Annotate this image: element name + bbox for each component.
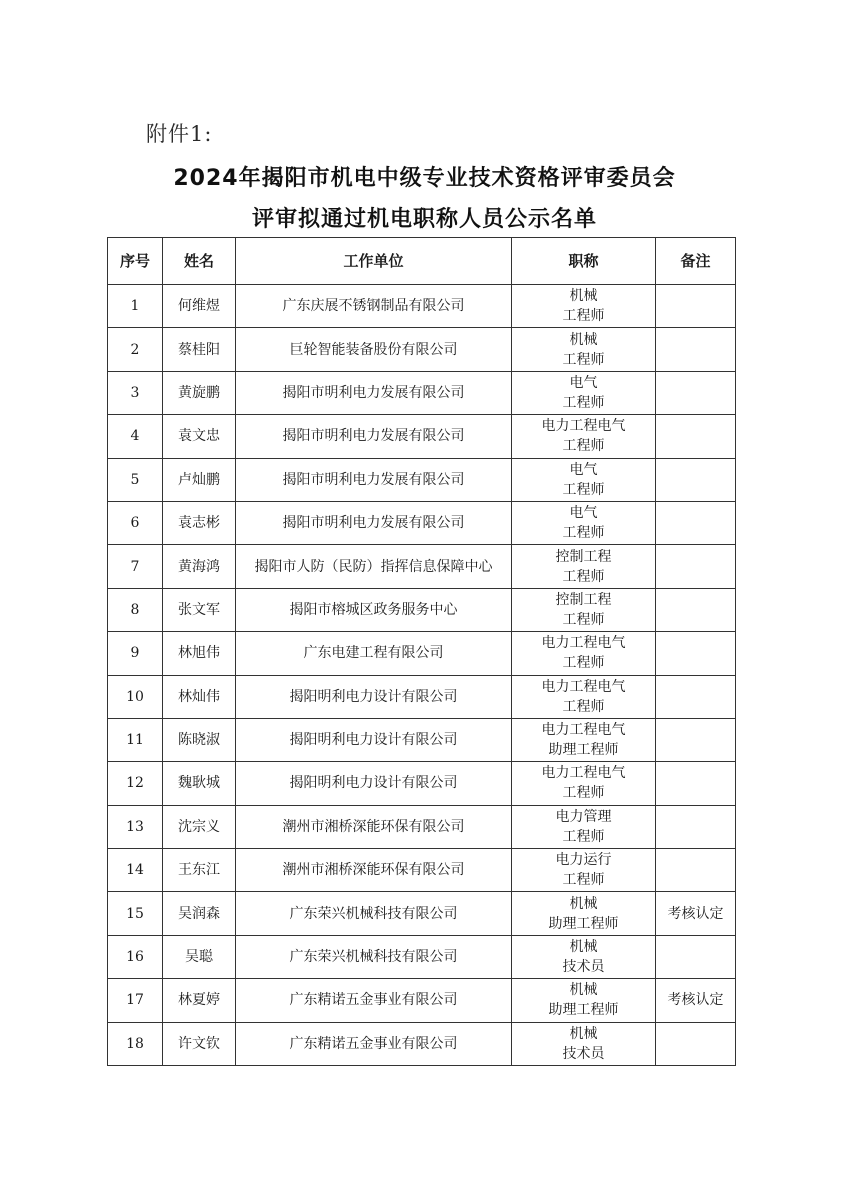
cell-title xyxy=(512,328,656,371)
cell-note xyxy=(656,328,736,371)
title-level: 工程师 xyxy=(562,308,605,325)
header-unit: 工作单位 xyxy=(236,238,512,285)
cell-note: 考核认定 xyxy=(656,979,736,1022)
cell-unit: 广东庆展不锈钢制品有限公司 xyxy=(236,285,512,328)
cell-name: 袁志彬 xyxy=(163,501,236,544)
cell-note xyxy=(656,458,736,501)
title-category: 机械 xyxy=(569,939,598,956)
attachment-label: 附件1: xyxy=(146,122,213,146)
cell-unit: 揭阳明利电力设计有限公司 xyxy=(236,675,512,718)
cell-seq: 18 xyxy=(108,1022,163,1065)
title-level: 工程师 xyxy=(562,438,605,455)
title-category: 控制工程 xyxy=(555,548,612,565)
cell-note xyxy=(656,675,736,718)
cell-title xyxy=(512,762,656,805)
title-category: 电力运行 xyxy=(555,852,612,869)
cell-seq: 11 xyxy=(108,718,163,761)
cell-name: 袁文忠 xyxy=(163,415,236,458)
title-level: 工程师 xyxy=(562,568,605,585)
header-name: 姓名 xyxy=(163,238,236,285)
cell-name: 张文军 xyxy=(163,588,236,631)
title-category: 机械 xyxy=(569,331,598,348)
cell-unit: 揭阳市明利电力发展有限公司 xyxy=(236,458,512,501)
table-row xyxy=(108,501,736,544)
cell-seq: 7 xyxy=(108,545,163,588)
cell-title xyxy=(512,1022,656,1065)
cell-seq: 5 xyxy=(108,458,163,501)
cell-note xyxy=(656,1022,736,1065)
title-category: 机械 xyxy=(569,895,598,912)
cell-seq: 14 xyxy=(108,849,163,892)
cell-name: 蔡桂阳 xyxy=(163,328,236,371)
cell-title xyxy=(512,285,656,328)
title-category: 机械 xyxy=(569,982,598,999)
cell-title xyxy=(512,588,656,631)
cell-name: 黄旋鹏 xyxy=(163,371,236,414)
cell-title xyxy=(512,849,656,892)
header-title: 职称 xyxy=(512,238,656,285)
cell-seq: 8 xyxy=(108,588,163,631)
title-level: 技术员 xyxy=(562,1045,605,1062)
cell-note xyxy=(656,718,736,761)
cell-title xyxy=(512,675,656,718)
cell-seq: 9 xyxy=(108,632,163,675)
cell-seq: 16 xyxy=(108,935,163,978)
cell-unit: 揭阳市榕城区政务服务中心 xyxy=(236,588,512,631)
table-row xyxy=(108,849,736,892)
cell-unit: 揭阳明利电力设计有限公司 xyxy=(236,718,512,761)
cell-title xyxy=(512,371,656,414)
table-row xyxy=(108,1022,736,1065)
title-level: 工程师 xyxy=(562,828,605,845)
cell-title xyxy=(512,979,656,1022)
table-header-row xyxy=(108,238,736,285)
cell-title xyxy=(512,458,656,501)
cell-name: 沈宗义 xyxy=(163,805,236,848)
cell-name: 王东江 xyxy=(163,849,236,892)
table-row xyxy=(108,935,736,978)
title-level: 工程师 xyxy=(562,481,605,498)
cell-seq: 10 xyxy=(108,675,163,718)
cell-name: 林夏婷 xyxy=(163,979,236,1022)
cell-note xyxy=(656,805,736,848)
cell-seq: 13 xyxy=(108,805,163,848)
title-level: 助理工程师 xyxy=(548,742,619,759)
cell-seq: 15 xyxy=(108,892,163,935)
table-row xyxy=(108,675,736,718)
cell-title xyxy=(512,892,656,935)
cell-unit: 潮州市湘桥深能环保有限公司 xyxy=(236,849,512,892)
cell-title xyxy=(512,415,656,458)
cell-unit: 巨轮智能装备股份有限公司 xyxy=(236,328,512,371)
cell-name: 吴聪 xyxy=(163,935,236,978)
table-row xyxy=(108,285,736,328)
cell-name: 魏耿城 xyxy=(163,762,236,805)
table-row xyxy=(108,588,736,631)
cell-note xyxy=(656,935,736,978)
table-row xyxy=(108,458,736,501)
cell-unit: 广东精诺五金事业有限公司 xyxy=(236,1022,512,1065)
cell-unit: 揭阳市明利电力发展有限公司 xyxy=(236,501,512,544)
title-level: 工程师 xyxy=(562,394,605,411)
table-row xyxy=(108,415,736,458)
cell-title xyxy=(512,935,656,978)
title-level: 技术员 xyxy=(562,959,605,976)
title-level: 助理工程师 xyxy=(548,1002,619,1019)
cell-unit: 广东精诺五金事业有限公司 xyxy=(236,979,512,1022)
cell-seq: 6 xyxy=(108,501,163,544)
cell-seq: 2 xyxy=(108,328,163,371)
cell-seq: 17 xyxy=(108,979,163,1022)
title-level: 工程师 xyxy=(562,351,605,368)
table-row xyxy=(108,545,736,588)
cell-title xyxy=(512,805,656,848)
cell-note xyxy=(656,762,736,805)
title-category: 机械 xyxy=(569,1025,598,1042)
header-seq: 序号 xyxy=(108,238,163,285)
table-row xyxy=(108,979,736,1022)
cell-name: 何维煜 xyxy=(163,285,236,328)
personnel-table xyxy=(107,237,736,1066)
cell-note xyxy=(656,545,736,588)
title-category: 控制工程 xyxy=(555,591,612,608)
cell-seq: 3 xyxy=(108,371,163,414)
cell-note xyxy=(656,371,736,414)
cell-note xyxy=(656,632,736,675)
title-category: 电力工程电气 xyxy=(541,418,626,435)
cell-note: 考核认定 xyxy=(656,892,736,935)
cell-title xyxy=(512,718,656,761)
title-category: 电气 xyxy=(569,461,598,478)
table-row xyxy=(108,328,736,371)
cell-seq: 1 xyxy=(108,285,163,328)
cell-seq: 12 xyxy=(108,762,163,805)
cell-unit: 揭阳明利电力设计有限公司 xyxy=(236,762,512,805)
title-category: 电力管理 xyxy=(555,808,612,825)
cell-unit: 广东电建工程有限公司 xyxy=(236,632,512,675)
title-level: 工程师 xyxy=(562,611,605,628)
cell-title xyxy=(512,545,656,588)
cell-seq: 4 xyxy=(108,415,163,458)
cell-note xyxy=(656,588,736,631)
title-level: 工程师 xyxy=(562,525,605,542)
title-level: 工程师 xyxy=(562,655,605,672)
cell-name: 吴润森 xyxy=(163,892,236,935)
cell-unit: 广东荣兴机械科技有限公司 xyxy=(236,935,512,978)
cell-unit: 揭阳市人防（民防）指挥信息保障中心 xyxy=(236,545,512,588)
cell-name: 陈晓淑 xyxy=(163,718,236,761)
title-category: 电气 xyxy=(569,505,598,522)
title-category: 电力工程电气 xyxy=(541,635,626,652)
cell-unit: 潮州市湘桥深能环保有限公司 xyxy=(236,805,512,848)
cell-unit: 揭阳市明利电力发展有限公司 xyxy=(236,415,512,458)
table-row xyxy=(108,762,736,805)
cell-title xyxy=(512,501,656,544)
cell-name: 林旭伟 xyxy=(163,632,236,675)
cell-note xyxy=(656,849,736,892)
title-category: 电气 xyxy=(569,374,598,391)
table-row xyxy=(108,892,736,935)
title-level: 工程师 xyxy=(562,872,605,889)
title-category: 电力工程电气 xyxy=(541,722,626,739)
title-category: 电力工程电气 xyxy=(541,678,626,695)
title-level: 工程师 xyxy=(562,785,605,802)
table-row xyxy=(108,371,736,414)
table-row xyxy=(108,632,736,675)
title-category: 电力工程电气 xyxy=(541,765,626,782)
cell-unit: 揭阳市明利电力发展有限公司 xyxy=(236,371,512,414)
cell-name: 卢灿鹏 xyxy=(163,458,236,501)
title-category: 机械 xyxy=(569,288,598,305)
header-note: 备注 xyxy=(656,238,736,285)
title-level: 助理工程师 xyxy=(548,915,619,932)
cell-unit: 广东荣兴机械科技有限公司 xyxy=(236,892,512,935)
cell-name: 林灿伟 xyxy=(163,675,236,718)
cell-name: 许文钦 xyxy=(163,1022,236,1065)
document-title-line2: 评审拟通过机电职称人员公示名单 xyxy=(251,207,597,232)
cell-title xyxy=(512,632,656,675)
cell-name: 黄海鸿 xyxy=(163,545,236,588)
document-title-line1: 2024年揭阳市机电中级专业技术资格评审委员会 xyxy=(173,166,676,191)
cell-note xyxy=(656,501,736,544)
cell-note xyxy=(656,415,736,458)
title-level: 工程师 xyxy=(562,698,605,715)
table-row xyxy=(108,805,736,848)
cell-note xyxy=(656,285,736,328)
table-row xyxy=(108,718,736,761)
